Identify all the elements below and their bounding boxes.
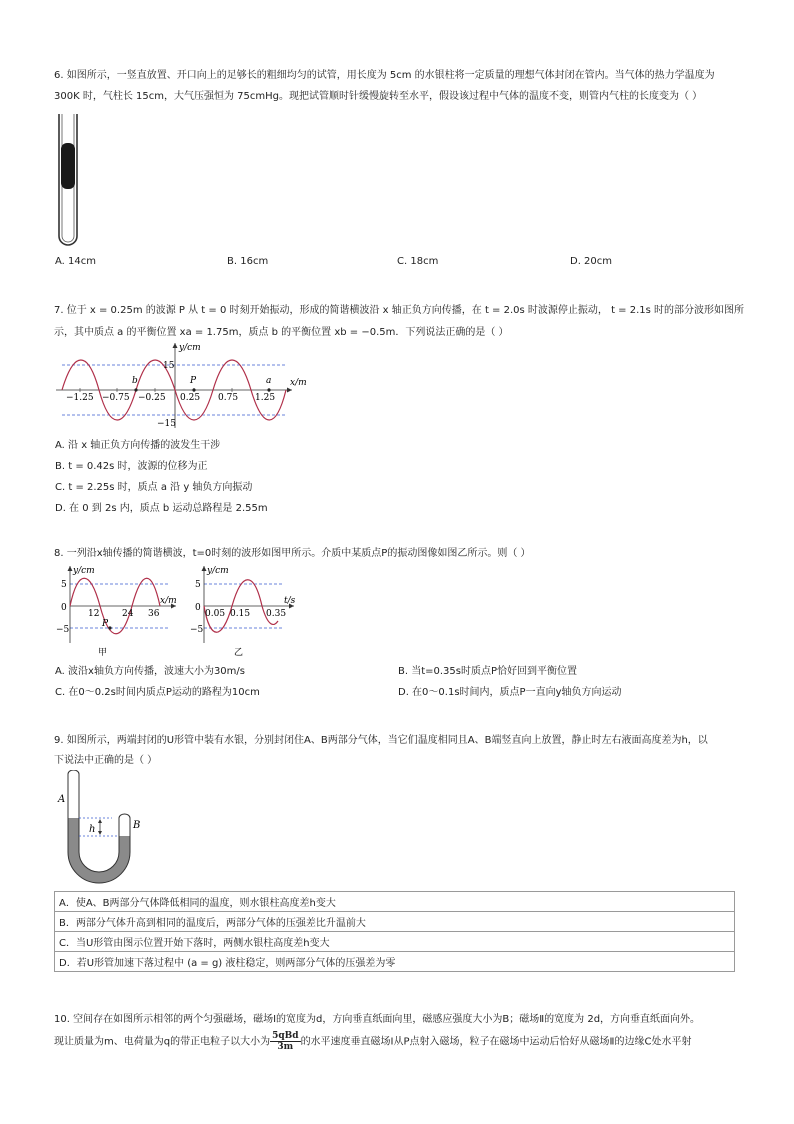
q10-velocity-fraction — [270, 1031, 300, 1052]
q7-option-c[interactable]: C. t = 2.25s 时，质点 a 沿 y 轴负方向振动 — [55, 482, 253, 493]
q8a-y-label: y/cm — [73, 566, 95, 576]
q10-stem-line2-post: 的水平速度垂直磁场Ⅰ从P点射入磁场，粒子在磁场中运动后恰好从磁场Ⅱ的边缘C处水平射 — [300, 1036, 692, 1048]
q7-ymax-label: 15 — [163, 361, 175, 371]
q9-option-c[interactable]: C．当U形管由图示位置开始下落时，两侧水银柱高度差h变大 — [55, 932, 735, 952]
point-a — [267, 388, 270, 391]
q8b-ytick-1: 5 — [195, 580, 201, 590]
q7-stem-line1: 7. 位于 x = 0.25m 的波源 P 从 t = 0 时刻开始振动，形成的简谐横波沿 x 轴正负方向传播，在 t = 2.0s 时波源停止振动， t = 2.1s 时的部分波形如图所 — [54, 305, 745, 316]
q9-b-label: B — [133, 820, 141, 831]
q8-option-d[interactable]: D. 在0～0.1s时间内，质点P一直向y轴负方向运动 — [398, 687, 622, 698]
q10-frac-num: 5qBd — [272, 1031, 299, 1041]
q8b-ytick-3: −5 — [190, 625, 204, 635]
q7-stem-line2: 示，其中质点 a 的平衡位置 xa = 1.75m，质点 b 的平衡位置 xb = −0.5m．下列说法正确的是（ ） — [54, 327, 509, 338]
q8a-ytick-1: 5 — [61, 580, 67, 590]
mercury-fill — [68, 818, 130, 883]
q7-ymin-label: −15 — [157, 419, 176, 429]
q8a-ytick-3: −5 — [56, 625, 70, 635]
q8a-xtick-3: 36 — [148, 609, 160, 619]
q7-xtick-4: 0.25 — [180, 393, 201, 403]
q8-fig-b-vibration — [190, 563, 302, 657]
q8-option-b[interactable]: B. 当t=0.35s时质点P恰好回到平衡位置 — [398, 666, 578, 677]
q7-point-a-label: a — [266, 376, 272, 386]
q7-option-a[interactable]: A. 沿 x 轴正负方向传播的波发生干涉 — [55, 440, 221, 451]
q7-x-label: x/m — [290, 378, 307, 388]
q8a-xtick-1: 12 — [88, 609, 100, 619]
q10-stem-line2 — [54, 1031, 691, 1052]
q8a-x-label: x/m — [160, 596, 177, 606]
q7-xtick-6: 1.25 — [255, 393, 276, 403]
q8-fig-a-wave — [56, 563, 184, 657]
q9-option-a[interactable]: A．使A、B两部分气体降低相同的温度，则水银柱高度差h变大 — [55, 892, 735, 912]
q7-xtick-2: −0.75 — [102, 393, 130, 403]
q8a-xtick-2: 24 — [122, 609, 134, 619]
q8b-xtick-1: 0.05 — [205, 609, 226, 619]
q8-option-a[interactable]: A. 波沿x轴负方向传播，波速大小为30m/s — [55, 666, 245, 677]
q9-stem-line2: 下说法中正确的是（ ） — [54, 755, 158, 766]
q8b-caption: 乙 — [234, 648, 244, 657]
q7-xtick-5: 0.75 — [218, 393, 239, 403]
q9-option-b[interactable]: B．两部分气体升高到相同的温度后，两部分气体的压强差比升温前大 — [55, 912, 735, 932]
q6-option-c[interactable]: C. 18cm — [397, 256, 439, 267]
q8a-point-p — [108, 626, 111, 629]
q8-option-c[interactable]: C. 在0～0.2s时间内质点P运动的路程为10cm — [55, 687, 260, 698]
q7-point-b-label: b — [132, 376, 138, 386]
q10-stem-line2-pre: 现让质量为m、电荷量为q的带正电粒子以大小为 — [54, 1036, 271, 1048]
q9-option-d[interactable]: D．若U形管加速下落过程中 (a = g) 液柱稳定，则两部分气体的压强差为零 — [55, 952, 735, 972]
q8b-xtick-2: 0.15 — [230, 609, 251, 619]
q10-frac-den: 3m — [277, 1042, 294, 1052]
q6-stem-line1: 6. 如图所示，一竖直放置、开口向上的足够长的粗细均匀的试管，用长度为 5cm 的水银柱将一定质量的理想气体封闭在管内。当气体的热力学温度为 — [54, 70, 715, 81]
q8b-x-label: t/s — [284, 596, 296, 606]
q8a-caption: 甲 — [98, 648, 108, 657]
q8-stem-line1: 8. 一列沿x轴传播的简谐横波，t=0时刻的波形如图甲所示。介质中某质点P的振动图像如图乙所示。则（ ） — [54, 548, 531, 559]
q7-xtick-3: −0.25 — [138, 393, 166, 403]
q7-xtick-1: −1.25 — [66, 393, 94, 403]
q6-option-d[interactable]: D. 20cm — [570, 256, 613, 267]
q9-options-table — [54, 891, 735, 972]
point-p — [192, 388, 195, 391]
q7-option-b[interactable]: B. t = 0.42s 时，波源的位移为正 — [55, 461, 208, 472]
point-b — [134, 388, 137, 391]
mercury-column — [61, 143, 75, 189]
q6-option-b[interactable]: B. 16cm — [227, 256, 269, 267]
q8b-xtick-3: 0.35 — [266, 609, 287, 619]
q8a-ytick-2: 0 — [61, 603, 67, 613]
q9-a-label: A — [58, 794, 66, 805]
q6-stem-line2: 300K 时，气柱长 15cm，大气压强恒为 75cmHg。现把试管顺时针缓慢旋转至水平，假设该过程中气体的温度不变，则管内气柱的长度变为（ ） — [54, 91, 703, 102]
q8b-y-label: y/cm — [207, 566, 229, 576]
q9-stem-line1: 9. 如图所示，两端封闭的U形管中装有水银，分别封闭住A、B两部分气体，当它们温度相同且A、B端竖直向上放置，静止时左右液面高度差为h，以 — [54, 735, 708, 746]
q8a-point-label: P — [102, 619, 109, 629]
q7-wave-figure — [54, 340, 314, 430]
q7-option-d[interactable]: D. 在 0 到 2s 内，质点 b 运动总路程是 2.55m — [55, 503, 268, 514]
q6-test-tube-figure — [52, 112, 84, 248]
q8b-ytick-2: 0 — [195, 603, 201, 613]
q6-option-a[interactable]: A. 14cm — [55, 256, 96, 267]
q9-h-label: h — [89, 824, 96, 835]
q7-y-label: y/cm — [179, 343, 201, 353]
q7-point-p-label: P — [190, 376, 197, 386]
q9-u-tube-figure — [54, 770, 154, 888]
q10-stem-line1: 10. 空间存在如图所示相邻的两个匀强磁场，磁场Ⅰ的宽度为d，方向垂直纸面向里，磁感应强度大小为B；磁场Ⅱ的宽度为 2d，方向垂直纸面向外。 — [54, 1014, 701, 1025]
